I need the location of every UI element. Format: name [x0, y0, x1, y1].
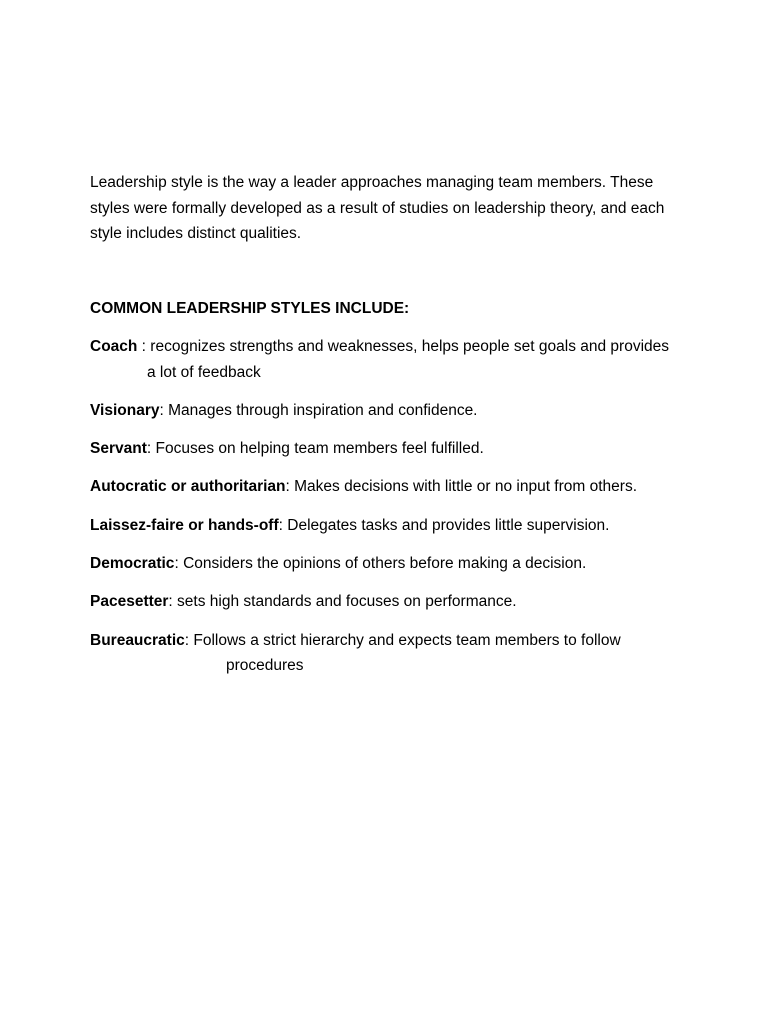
style-separator: : [174, 554, 184, 572]
style-separator: : [168, 593, 178, 611]
style-description-continuation: procedures [226, 657, 304, 675]
style-term: Laissez-faire or hands-off [90, 516, 279, 534]
style-term: Democratic [90, 554, 175, 572]
section-heading: COMMON LEADERSHIP STYLES INCLUDE: [90, 300, 410, 317]
list-item-democratic [90, 551, 690, 577]
style-description: Makes decisions with little or no input from others. [294, 478, 637, 496]
list-item-servant [90, 436, 690, 462]
leadership-styles-list [90, 334, 690, 691]
style-separator: : [184, 631, 194, 649]
style-description: sets high standards and focuses on performance. [177, 593, 517, 611]
style-term: Bureaucratic [90, 631, 185, 649]
document-body [90, 170, 690, 675]
style-description: recognizes strengths and weaknesses, helps people set goals and provides [150, 338, 670, 355]
style-description: Follows a strict hierarchy and expects team members to follow [193, 631, 621, 649]
style-separator: : [285, 478, 295, 496]
list-item-coach [90, 334, 690, 385]
list-item-laissez-faire [90, 513, 690, 539]
style-term: Autocratic or authoritarian [90, 478, 286, 496]
style-description: Delegates tasks and provides little supervision. [287, 516, 610, 534]
style-term: Coach [90, 338, 138, 355]
style-description-continuation: a lot of feedback [147, 363, 261, 381]
intro-paragraph: Leadership style is the way a leader approaches managing team members. These styles were formally developed as a result of studies on leadership theory, and each style includes distinct qualities. [90, 174, 665, 242]
style-description: Considers the opinions of others before making a decision. [183, 554, 587, 572]
list-item-bureaucratic [90, 628, 690, 679]
list-item-autocratic [90, 474, 690, 500]
style-separator: : [159, 401, 169, 419]
style-description: Focuses on helping team members feel fulfilled. [155, 440, 484, 458]
style-term: Servant [90, 440, 147, 458]
style-description: Manages through inspiration and confidence. [168, 401, 478, 419]
style-separator: : [137, 338, 151, 355]
list-item-visionary [90, 398, 690, 424]
style-separator: : [278, 516, 288, 534]
list-item-pacesetter [90, 589, 690, 615]
style-term: Visionary [90, 401, 160, 419]
style-term: Pacesetter [90, 593, 169, 611]
style-separator: : [146, 440, 156, 458]
